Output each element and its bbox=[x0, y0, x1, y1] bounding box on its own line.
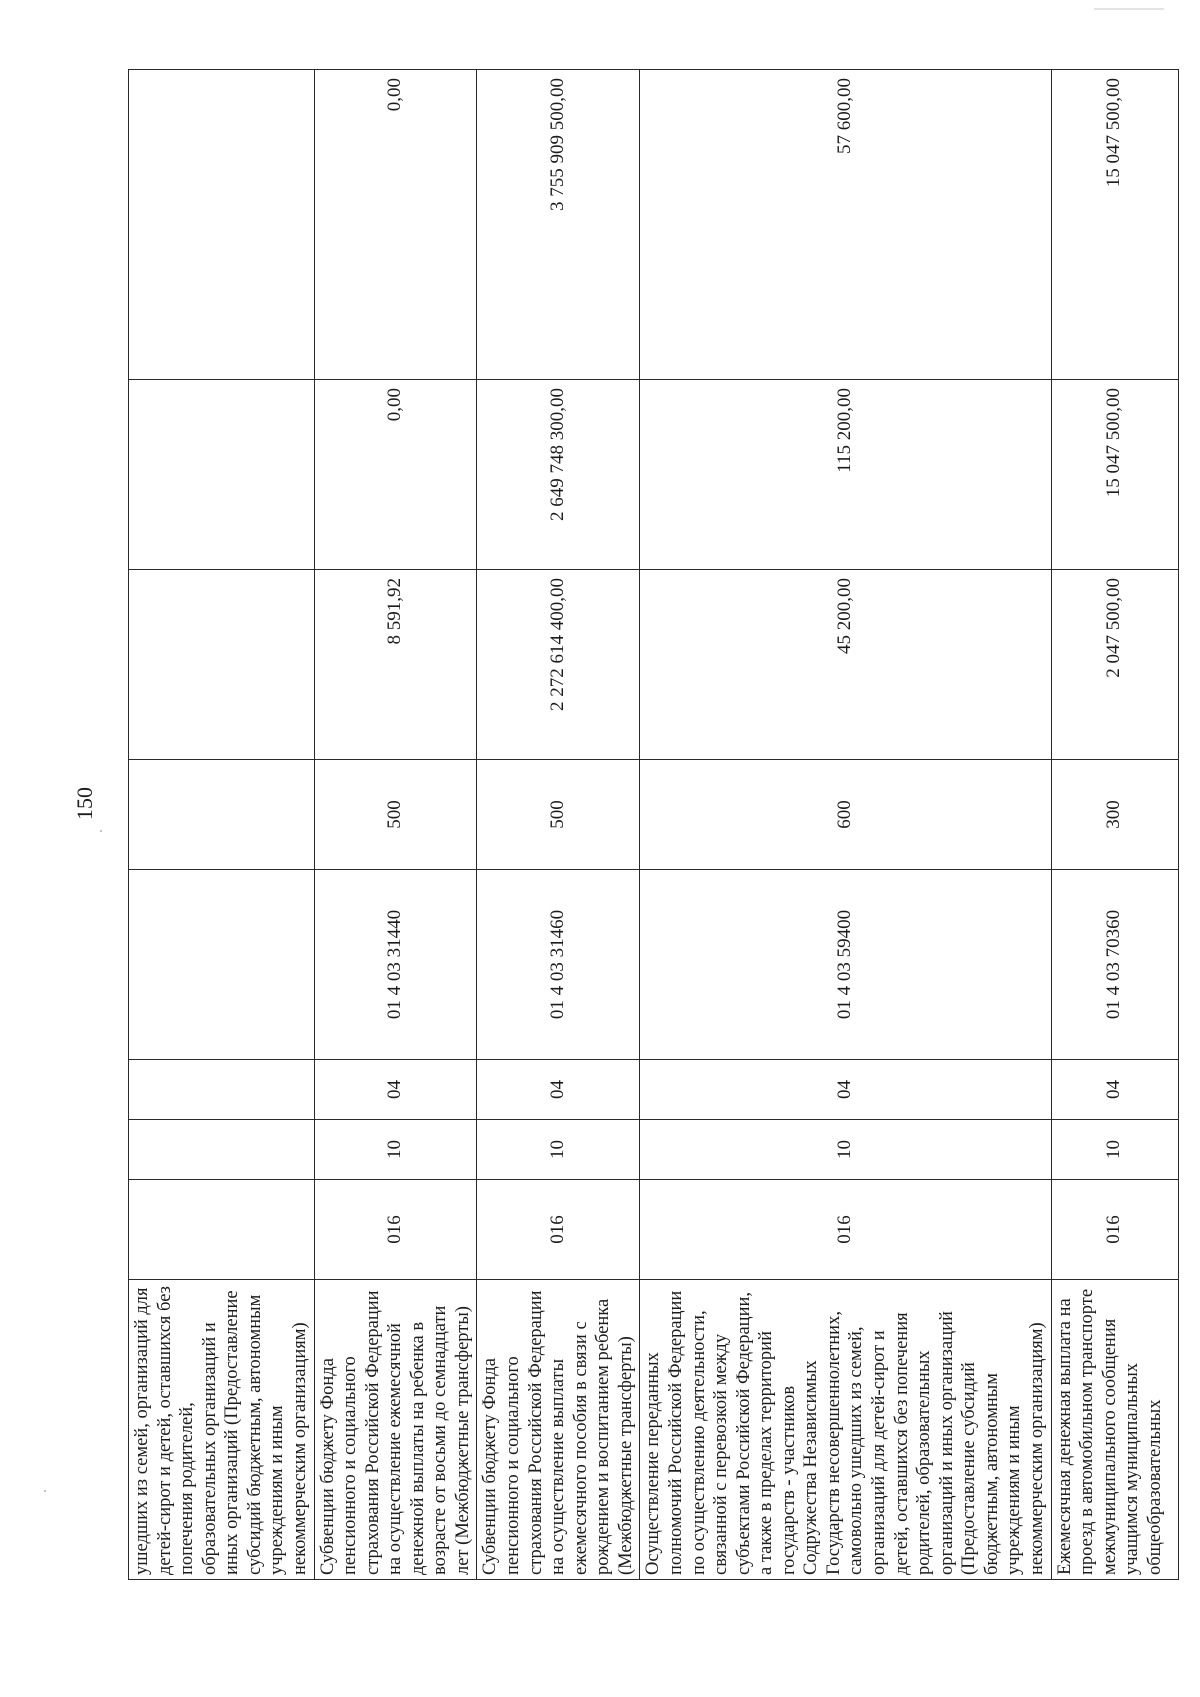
scan-artifact bbox=[1094, 8, 1164, 10]
row-name: Ежемесячная денежная выплата на проезд в автомобильном транспорте межмуниципального сообщения учащимся муниципальных общеобразовательных bbox=[1051, 1280, 1178, 1580]
row-name: Осуществление переданных полномочий Российской Федерации по осуществлению деятельности, связанной с перевозкой между субъектами Российской Федерации, а также в пределах территорий государств - участников Содружества Независимых Государств несовершеннолетних, самовольно ушедших из семей, организаций для детей-сирот и детей, оставшихся без попечения родителей, образовательных организаций и иных организаций (Предоставление субсидий бюджетным, автономным учреждениям и иным некоммерческим организациям) bbox=[640, 1280, 1051, 1580]
subsection-code: 04 bbox=[477, 1060, 640, 1120]
target-article bbox=[129, 870, 315, 1060]
ministry-code bbox=[129, 1180, 315, 1280]
sum-year-1: 2 272 614 400,00 bbox=[477, 570, 640, 760]
page-number: 150 bbox=[72, 787, 97, 820]
expense-type: 300 bbox=[1051, 760, 1178, 870]
section-code: 10 bbox=[477, 1120, 640, 1180]
budget-table bbox=[128, 69, 1179, 1580]
sum-year-3 bbox=[129, 70, 315, 380]
section-code: 10 bbox=[314, 1120, 477, 1180]
scan-dust bbox=[100, 830, 102, 832]
sum-year-2: 2 649 748 300,00 bbox=[477, 380, 640, 570]
sum-year-2: 15 047 500,00 bbox=[1051, 380, 1178, 570]
sum-year-3: 57 600,00 bbox=[640, 70, 1051, 380]
table-row bbox=[640, 70, 1051, 1580]
target-article: 01 4 03 31440 bbox=[314, 870, 477, 1060]
table-row bbox=[129, 70, 315, 1580]
sum-year-1: 8 591,92 bbox=[314, 570, 477, 760]
target-article: 01 4 03 70360 bbox=[1051, 870, 1178, 1060]
table-row bbox=[477, 70, 640, 1580]
expense-type: 500 bbox=[314, 760, 477, 870]
expense-type bbox=[129, 760, 315, 870]
section-code bbox=[129, 1120, 315, 1180]
sum-year-2: 0,00 bbox=[314, 380, 477, 570]
expense-type: 500 bbox=[477, 760, 640, 870]
expense-type: 600 bbox=[640, 760, 1051, 870]
row-name: ушедших из семей, организаций для детей-сирот и детей, оставшихся без попечения родителей, образовательных организаций и иных организаций (Предоставление субсидий бюджетным, автономным учреждениям и иным некоммерческим организациям) bbox=[129, 1280, 315, 1580]
table-row bbox=[1051, 70, 1178, 1580]
subsection-code bbox=[129, 1060, 315, 1120]
row-name: Субвенции бюджету Фонда пенсионного и социального страхования Российской Федерации на осуществление ежемесячной денежной выплаты на ребенка в возрасте от восьми до семнадцати лет (Межбюджетные трансферты) bbox=[314, 1280, 477, 1580]
subsection-code: 04 bbox=[1051, 1060, 1178, 1120]
sum-year-2: 115 200,00 bbox=[640, 380, 1051, 570]
budget-table-sheet bbox=[128, 70, 1165, 1580]
ministry-code: 016 bbox=[640, 1180, 1051, 1280]
ministry-code: 016 bbox=[477, 1180, 640, 1280]
scan-dust bbox=[44, 1490, 46, 1492]
section-code: 10 bbox=[1051, 1120, 1178, 1180]
sum-year-3: 15 047 500,00 bbox=[1051, 70, 1178, 380]
row-name: Субвенции бюджету Фонда пенсионного и социального страхования Российской Федерации на осуществление выплаты ежемесячного пособия в связи с рождением и воспитанием ребенка (Межбюджетные трансферты) bbox=[477, 1280, 640, 1580]
subsection-code: 04 bbox=[640, 1060, 1051, 1120]
sum-year-1 bbox=[129, 570, 315, 760]
section-code: 10 bbox=[640, 1120, 1051, 1180]
subsection-code: 04 bbox=[314, 1060, 477, 1120]
ministry-code: 016 bbox=[314, 1180, 477, 1280]
sum-year-2 bbox=[129, 380, 315, 570]
ministry-code: 016 bbox=[1051, 1180, 1178, 1280]
sum-year-3: 0,00 bbox=[314, 70, 477, 380]
sum-year-1: 2 047 500,00 bbox=[1051, 570, 1178, 760]
sum-year-1: 45 200,00 bbox=[640, 570, 1051, 760]
target-article: 01 4 03 59400 bbox=[640, 870, 1051, 1060]
sum-year-3: 3 755 909 500,00 bbox=[477, 70, 640, 380]
table-row bbox=[314, 70, 477, 1580]
target-article: 01 4 03 31460 bbox=[477, 870, 640, 1060]
